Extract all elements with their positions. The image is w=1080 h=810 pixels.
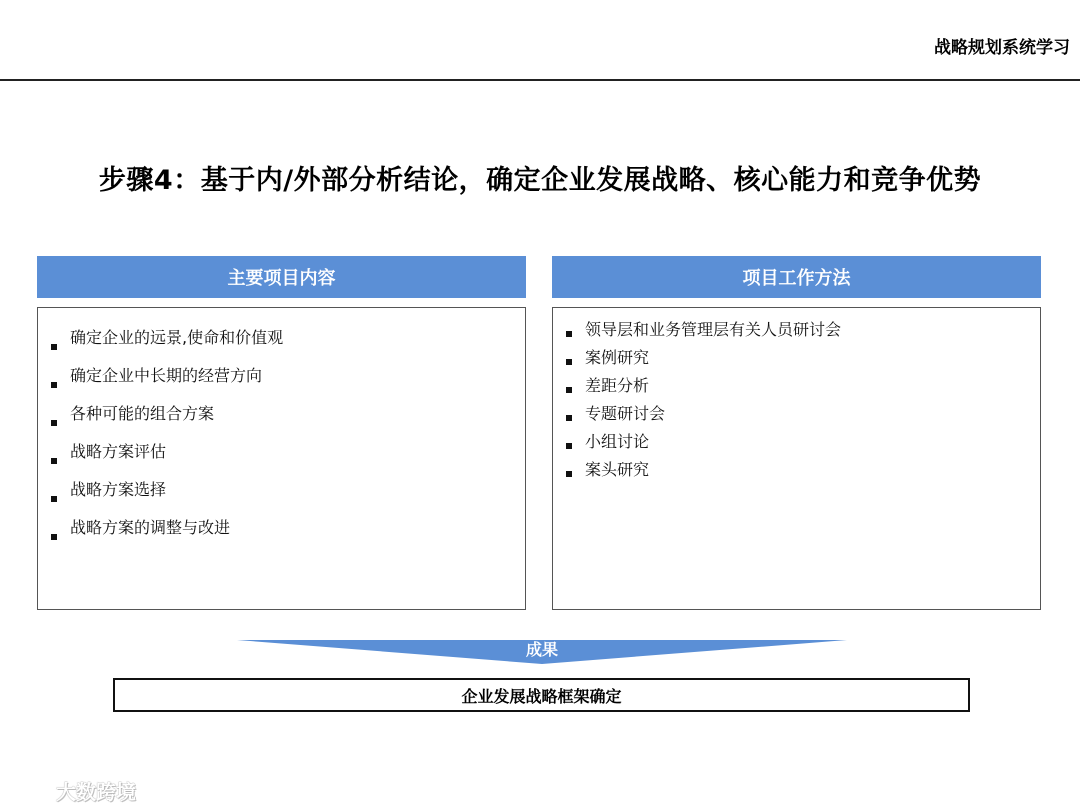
list-item [553, 432, 841, 460]
outcome-result-box [113, 678, 970, 712]
list-item-label: 确定企业的远景,使命和价值观 [70, 328, 284, 347]
right-panel-heading: 项目工作方法 [552, 256, 1041, 298]
bullet-icon [566, 415, 572, 421]
list-item-label: 战略方案评估 [70, 442, 167, 461]
bullet-icon [51, 420, 57, 426]
right-panel-content [552, 307, 1041, 610]
list-item [553, 404, 841, 432]
list-item [553, 376, 841, 404]
list-item [553, 320, 841, 348]
bullet-icon [566, 471, 572, 477]
list-item-label: 专题研讨会 [585, 404, 666, 423]
list-item [38, 480, 283, 518]
list-item [38, 328, 283, 366]
bullet-icon [566, 443, 572, 449]
list-item-label: 战略方案选择 [70, 480, 167, 499]
list-item [38, 366, 283, 404]
cloud-logo-icon [8, 775, 52, 805]
header-divider [0, 79, 1080, 81]
bullet-icon [51, 458, 57, 464]
methods-list [553, 320, 841, 488]
list-item [553, 348, 841, 376]
list-item-label: 案例研究 [585, 348, 650, 367]
outcome-result-text: 企业发展战略框架确定 [461, 686, 622, 706]
list-item-label: 案头研究 [585, 460, 650, 479]
bullet-icon [566, 331, 572, 337]
list-item [38, 404, 283, 442]
list-item [38, 442, 283, 480]
bullet-icon [51, 382, 57, 388]
bullet-icon [51, 344, 57, 350]
left-panel-content [37, 307, 526, 610]
bullet-icon [566, 387, 572, 393]
list-item [38, 518, 283, 556]
outcome-label: 成果 [525, 640, 558, 659]
slide-title: 步骤4：基于内/外部分析结论，确定企业发展战略、核心能力和竞争优势 [98, 165, 982, 196]
outcome-arrow [237, 640, 847, 664]
list-item-label: 战略方案的调整与改进 [70, 518, 231, 537]
header-title: 战略规划系统学习 [934, 38, 1070, 58]
list-item-label: 差距分析 [585, 376, 650, 395]
list-item-label: 小组讨论 [585, 432, 650, 451]
list-item-label: 领导层和业务管理层有关人员研讨会 [585, 320, 842, 339]
watermark-text: 大数跨境 [56, 779, 136, 804]
bullet-icon [566, 359, 572, 365]
left-panel-heading: 主要项目内容 [37, 256, 526, 298]
content-list [38, 328, 283, 556]
list-item [553, 460, 841, 488]
bullet-icon [51, 534, 57, 540]
list-item-label: 各种可能的组合方案 [70, 404, 215, 423]
list-item-label: 确定企业中长期的经营方向 [70, 366, 263, 385]
bullet-icon [51, 496, 57, 502]
watermark [8, 774, 136, 806]
